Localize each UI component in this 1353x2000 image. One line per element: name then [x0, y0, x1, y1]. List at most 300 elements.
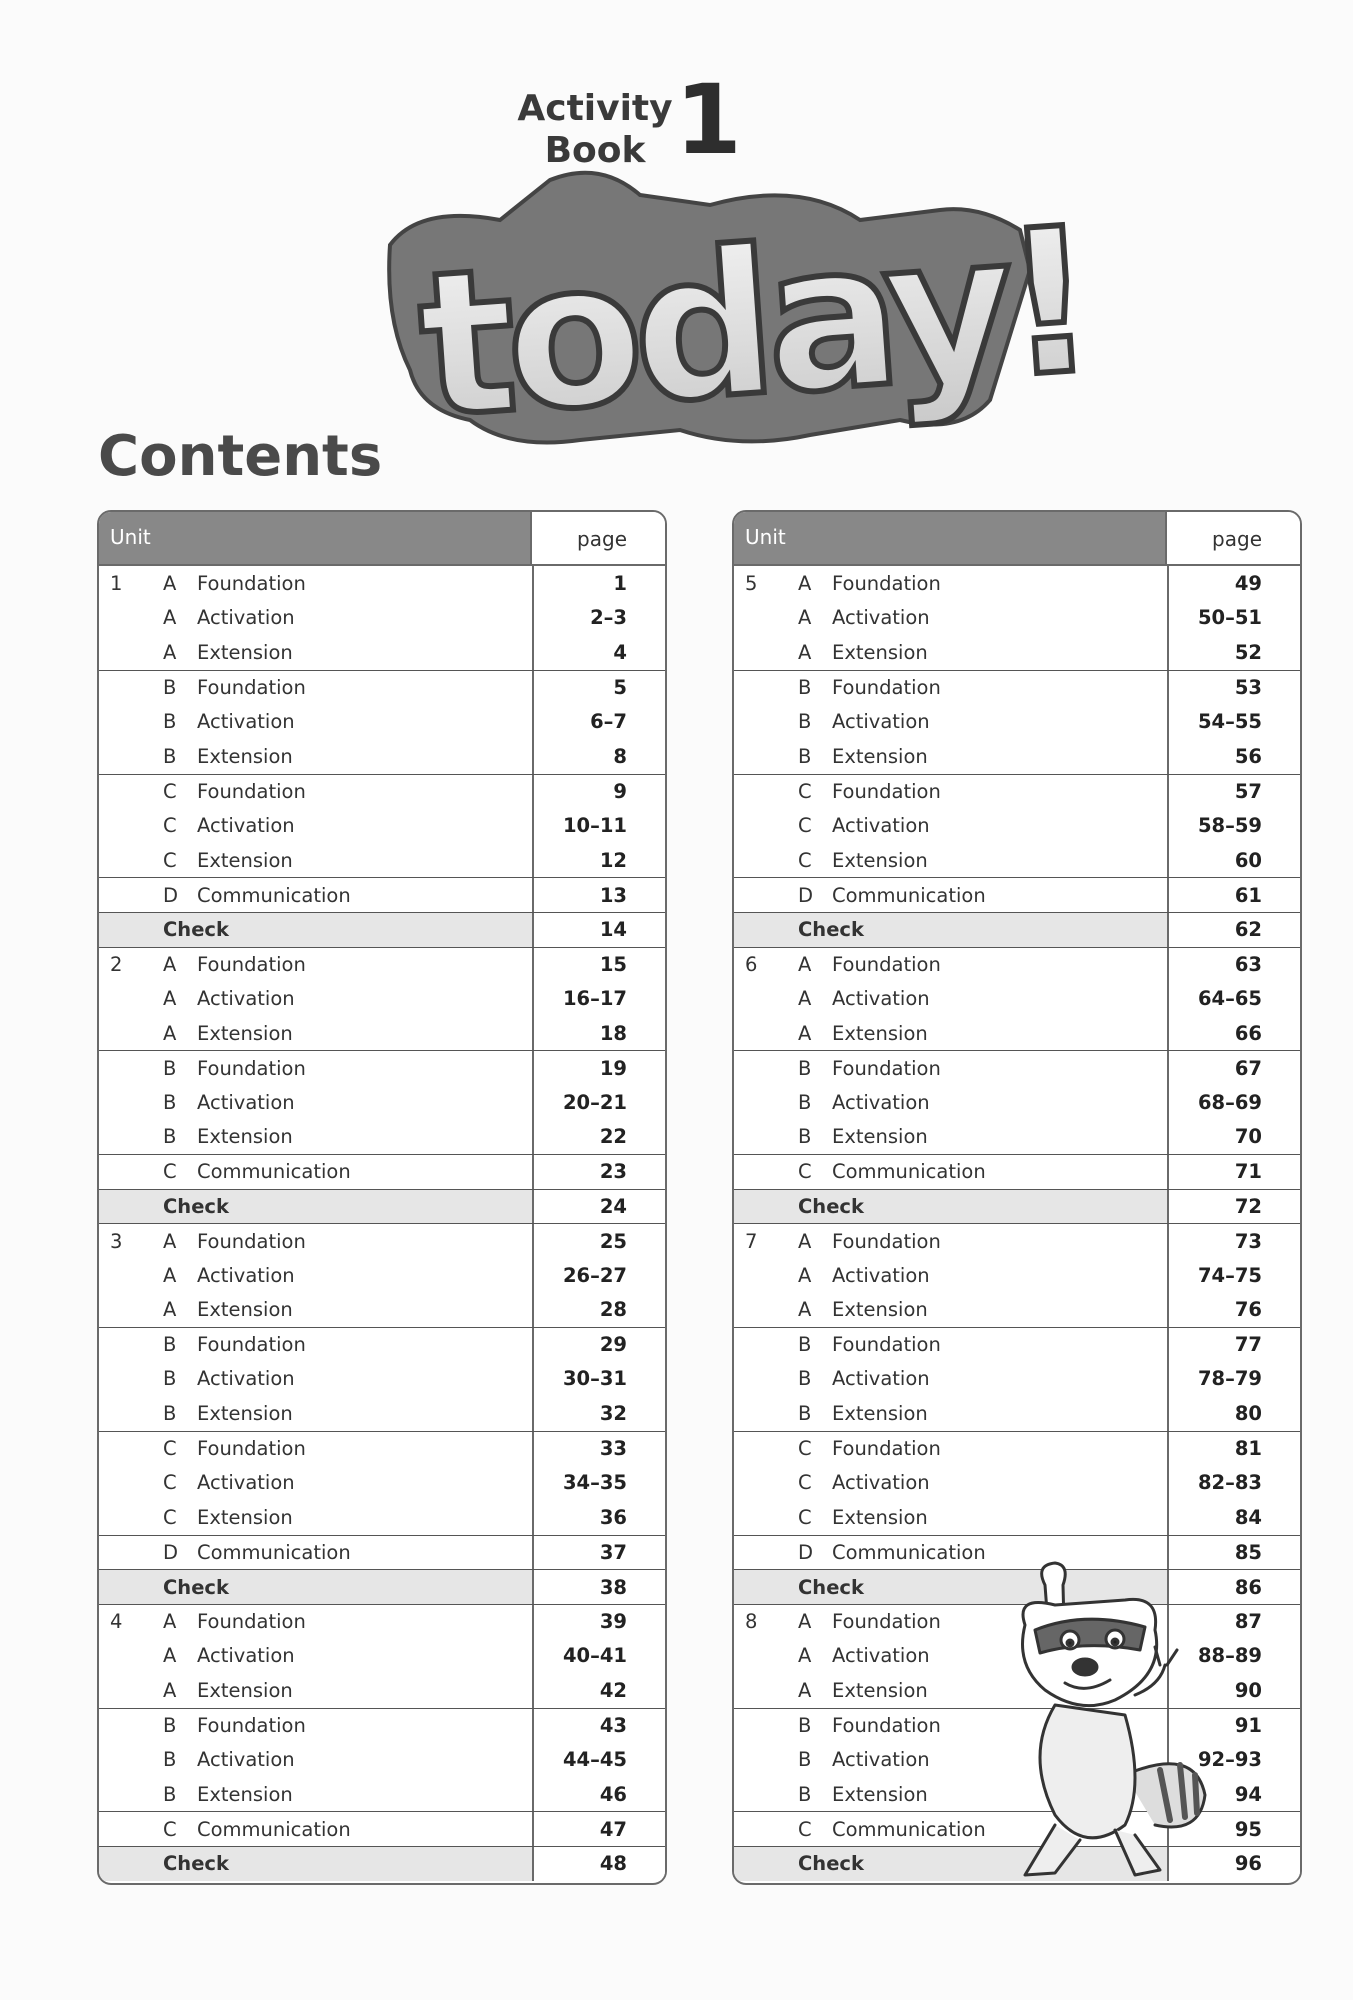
table-row	[734, 635, 1300, 670]
lesson-letter: B	[798, 1367, 812, 1391]
lesson-name: Extension	[197, 1298, 293, 1322]
page-number: 14	[532, 913, 665, 947]
table-row	[99, 808, 665, 843]
lesson-name: Foundation	[832, 779, 941, 803]
table-row	[99, 1258, 665, 1293]
table-row	[99, 704, 665, 739]
lesson-name: Activation	[832, 986, 930, 1010]
lesson-name: Activation	[197, 1747, 295, 1771]
page-number: 39	[532, 1605, 665, 1639]
lesson-letter: A	[163, 952, 177, 976]
lesson-letter: A	[163, 1263, 177, 1287]
table-row	[734, 1120, 1300, 1155]
lesson-letter: A	[798, 986, 812, 1010]
page-number: 86	[1167, 1570, 1300, 1604]
unit-number: 8	[745, 1610, 758, 1634]
page-number: 13	[532, 878, 665, 912]
unit-header: Unit	[734, 512, 1167, 564]
mascot-body	[1040, 1705, 1135, 1838]
lesson-letter: A	[163, 1298, 177, 1322]
lesson-letter: C	[163, 1817, 177, 1841]
page-number: 61	[1167, 878, 1300, 912]
lesson-letter: A	[798, 606, 812, 630]
page-number: 78–79	[1167, 1362, 1300, 1397]
lesson-letter: B	[163, 1125, 177, 1149]
lesson-name: Extension	[197, 744, 293, 768]
page-number: 81	[1167, 1432, 1300, 1466]
page-number: 76	[1167, 1292, 1300, 1327]
table-row	[734, 1050, 1300, 1085]
lesson-name: Activation	[832, 1644, 930, 1668]
page-number: 18	[532, 1016, 665, 1051]
page-number: 20–21	[532, 1085, 665, 1120]
lesson-name: Foundation	[832, 1713, 941, 1737]
today-wordmark	[380, 150, 1080, 450]
table-row	[99, 1154, 665, 1189]
page-number: 6–7	[532, 704, 665, 739]
lesson-letter: A	[163, 1678, 177, 1702]
lesson-letter: B	[163, 1367, 177, 1391]
raccoon-mascot-illustration	[985, 1555, 1235, 1885]
check-label: Check	[798, 918, 864, 942]
table-row	[99, 1500, 665, 1535]
lesson-name: Activation	[197, 986, 295, 1010]
table-row	[99, 1327, 665, 1362]
page-number: 19	[532, 1051, 665, 1085]
lesson-letter: B	[163, 710, 177, 734]
page-number: 72	[1167, 1190, 1300, 1224]
table-row	[99, 1465, 665, 1500]
lesson-letter: B	[163, 1056, 177, 1080]
check-row	[99, 1569, 665, 1604]
lesson-letter: A	[163, 1229, 177, 1253]
lesson-letter: D	[798, 1540, 814, 1564]
lesson-name: Foundation	[197, 779, 306, 803]
page-number: 50–51	[1167, 601, 1300, 636]
lesson-name: Foundation	[832, 1610, 941, 1634]
lesson-letter: B	[798, 1090, 812, 1114]
table-row	[734, 566, 1300, 601]
table-row	[734, 1292, 1300, 1327]
page-number: 88–89	[1167, 1638, 1300, 1673]
check-label: Check	[163, 918, 229, 942]
table-row	[99, 947, 665, 982]
table-row	[99, 635, 665, 670]
lesson-name: Extension	[832, 1298, 928, 1322]
page-number: 9	[532, 775, 665, 809]
lesson-letter: A	[798, 952, 812, 976]
check-label: Check	[798, 1852, 864, 1876]
table-header	[734, 512, 1300, 566]
table-row	[99, 1223, 665, 1258]
table-row	[99, 1708, 665, 1743]
page-number: 1	[532, 566, 665, 601]
page-number: 16–17	[532, 981, 665, 1016]
check-label: Check	[163, 1852, 229, 1876]
lesson-name: Communication	[832, 1160, 986, 1184]
page-number: 62	[1167, 913, 1300, 947]
table-row	[99, 1050, 665, 1085]
page-number: 63	[1167, 948, 1300, 982]
page-number: 87	[1167, 1605, 1300, 1639]
page-number: 48	[532, 1847, 665, 1881]
page-number: 10–11	[532, 808, 665, 843]
table-row	[99, 1604, 665, 1639]
lesson-name: Foundation	[197, 1610, 306, 1634]
lesson-letter: C	[798, 779, 812, 803]
unit-number: 7	[745, 1229, 758, 1253]
lesson-name: Communication	[197, 883, 351, 907]
lesson-letter: B	[798, 1747, 812, 1771]
lesson-name: Foundation	[832, 1229, 941, 1253]
page-number: 37	[532, 1536, 665, 1570]
table-row	[99, 981, 665, 1016]
table-body	[99, 566, 665, 1881]
page-number: 2–3	[532, 601, 665, 636]
page-number: 64–65	[1167, 981, 1300, 1016]
lesson-name: Foundation	[832, 676, 941, 700]
lesson-letter: B	[798, 1782, 812, 1806]
table-row	[734, 1016, 1300, 1051]
book-label: Book	[544, 130, 646, 171]
table-row	[734, 1465, 1300, 1500]
page-number: 30–31	[532, 1362, 665, 1397]
table-row	[99, 843, 665, 878]
page-number: 8	[532, 739, 665, 774]
lesson-letter: A	[798, 1610, 812, 1634]
check-row	[734, 1189, 1300, 1224]
lesson-name: Extension	[197, 640, 293, 664]
table-row	[734, 877, 1300, 912]
unit-number: 1	[110, 571, 123, 595]
table-row	[734, 1431, 1300, 1466]
lesson-letter: B	[163, 1333, 177, 1357]
lesson-name: Foundation	[197, 1713, 306, 1737]
wordmark-text: today!	[412, 184, 1080, 450]
table-row	[99, 1673, 665, 1708]
page-number: 38	[532, 1570, 665, 1604]
page-number: 58–59	[1167, 808, 1300, 843]
lesson-name: Activation	[197, 1471, 295, 1495]
lesson-name: Activation	[832, 1747, 930, 1771]
activity-label: Activity	[517, 88, 673, 129]
page-number: 52	[1167, 635, 1300, 670]
page-number: 96	[1167, 1847, 1300, 1881]
lesson-name: Activation	[197, 1367, 295, 1391]
check-label: Check	[163, 1194, 229, 1218]
page-number: 42	[532, 1673, 665, 1708]
lesson-letter: B	[163, 1713, 177, 1737]
lesson-letter: C	[798, 1817, 812, 1841]
lesson-letter: A	[798, 1644, 812, 1668]
lesson-letter: A	[798, 1298, 812, 1322]
page-number: 84	[1167, 1500, 1300, 1535]
lesson-letter: A	[798, 1263, 812, 1287]
unit-number: 2	[110, 952, 123, 976]
lesson-letter: B	[798, 710, 812, 734]
check-row	[734, 912, 1300, 947]
lesson-name: Extension	[197, 1505, 293, 1529]
lesson-letter: B	[798, 1713, 812, 1737]
lesson-name: Foundation	[832, 1437, 941, 1461]
table-row	[99, 670, 665, 705]
page-number: 90	[1167, 1673, 1300, 1708]
page-number: 71	[1167, 1155, 1300, 1189]
lesson-letter: D	[163, 1540, 179, 1564]
page-number: 67	[1167, 1051, 1300, 1085]
table-row	[99, 601, 665, 636]
check-label: Check	[798, 1194, 864, 1218]
check-row	[99, 1189, 665, 1224]
lesson-letter: B	[798, 1333, 812, 1357]
unit-number: 4	[110, 1610, 123, 1634]
lesson-letter: C	[798, 848, 812, 872]
lesson-letter: B	[798, 1125, 812, 1149]
page-number: 46	[532, 1777, 665, 1812]
lesson-letter: B	[163, 744, 177, 768]
lesson-letter: B	[163, 1402, 177, 1426]
page-number: 29	[532, 1328, 665, 1362]
lesson-letter: C	[798, 813, 812, 837]
lesson-name: Communication	[197, 1817, 351, 1841]
table-row	[734, 670, 1300, 705]
unit-number: 3	[110, 1229, 123, 1253]
lesson-letter: C	[163, 779, 177, 803]
lesson-name: Extension	[832, 640, 928, 664]
lesson-letter: C	[798, 1471, 812, 1495]
table-row	[734, 601, 1300, 636]
lesson-name: Activation	[832, 1263, 930, 1287]
table-row	[734, 1500, 1300, 1535]
table-row	[734, 774, 1300, 809]
page-number: 25	[532, 1224, 665, 1258]
lesson-name: Activation	[832, 606, 930, 630]
lesson-name: Extension	[832, 744, 928, 768]
lesson-name: Activation	[197, 1263, 295, 1287]
lesson-name: Activation	[197, 710, 295, 734]
lesson-letter: A	[163, 606, 177, 630]
page-number: 56	[1167, 739, 1300, 774]
lesson-letter: A	[163, 1610, 177, 1634]
lesson-name: Communication	[832, 1540, 986, 1564]
lesson-letter: C	[163, 848, 177, 872]
lesson-letter: A	[163, 571, 177, 595]
lesson-name: Extension	[197, 1402, 293, 1426]
lesson-letter: A	[798, 571, 812, 595]
table-row	[99, 1016, 665, 1051]
lesson-name: Extension	[197, 1021, 293, 1045]
lesson-letter: A	[798, 640, 812, 664]
lesson-letter: C	[163, 1505, 177, 1529]
table-row	[734, 981, 1300, 1016]
table-row	[734, 1085, 1300, 1120]
lesson-name: Foundation	[197, 1056, 306, 1080]
table-row	[99, 1085, 665, 1120]
lesson-name: Activation	[832, 1367, 930, 1391]
table-row	[734, 739, 1300, 774]
table-row	[99, 1535, 665, 1570]
page-number: 77	[1167, 1328, 1300, 1362]
lesson-letter: C	[163, 1471, 177, 1495]
lesson-letter: C	[798, 1505, 812, 1529]
page-number: 47	[532, 1812, 665, 1846]
lesson-name: Foundation	[832, 952, 941, 976]
book-logo	[360, 64, 1080, 450]
lesson-letter: A	[163, 640, 177, 664]
lesson-letter: A	[163, 1644, 177, 1668]
contents-title: Contents	[98, 424, 383, 489]
page-number: 44–45	[532, 1742, 665, 1777]
check-label: Check	[163, 1575, 229, 1599]
page-number: 80	[1167, 1396, 1300, 1431]
lesson-name: Activation	[832, 813, 930, 837]
lesson-name: Extension	[832, 1402, 928, 1426]
lesson-letter: B	[163, 676, 177, 700]
lesson-letter: B	[798, 744, 812, 768]
page-header: page	[1167, 512, 1300, 564]
lesson-name: Extension	[832, 848, 928, 872]
lesson-name: Foundation	[197, 952, 306, 976]
lesson-name: Activation	[197, 813, 295, 837]
check-row	[99, 1846, 665, 1881]
page-number: 82–83	[1167, 1465, 1300, 1500]
table-row	[99, 1120, 665, 1155]
page-number: 12	[532, 843, 665, 878]
lesson-letter: B	[798, 676, 812, 700]
page-header: page	[532, 512, 665, 564]
contents-table-left	[97, 510, 667, 1885]
page-number: 92–93	[1167, 1742, 1300, 1777]
page-number: 66	[1167, 1016, 1300, 1051]
lesson-letter: B	[798, 1402, 812, 1426]
page-number: 26–27	[532, 1258, 665, 1293]
table-row	[99, 1431, 665, 1466]
lesson-letter: A	[798, 1678, 812, 1702]
lesson-letter: B	[163, 1782, 177, 1806]
lesson-letter: B	[798, 1056, 812, 1080]
lesson-name: Extension	[197, 1125, 293, 1149]
table-row	[99, 1811, 665, 1846]
lesson-name: Foundation	[197, 1229, 306, 1253]
lesson-letter: B	[163, 1090, 177, 1114]
table-row	[734, 704, 1300, 739]
page-number: 5	[532, 671, 665, 705]
lesson-name: Foundation	[197, 1333, 306, 1357]
lesson-name: Extension	[832, 1021, 928, 1045]
table-row	[734, 1362, 1300, 1397]
lesson-name: Activation	[832, 710, 930, 734]
lesson-name: Extension	[197, 848, 293, 872]
page-number: 68–69	[1167, 1085, 1300, 1120]
lesson-letter: C	[798, 1160, 812, 1184]
table-row	[734, 808, 1300, 843]
page-number: 23	[532, 1155, 665, 1189]
table-row	[99, 566, 665, 601]
table-row	[99, 1396, 665, 1431]
page-number: 53	[1167, 671, 1300, 705]
page-number: 73	[1167, 1224, 1300, 1258]
lesson-name: Foundation	[832, 571, 941, 595]
page-number: 43	[532, 1709, 665, 1743]
lesson-name: Foundation	[197, 571, 306, 595]
lesson-name: Foundation	[832, 1056, 941, 1080]
lesson-letter: A	[163, 986, 177, 1010]
lesson-name: Extension	[832, 1678, 928, 1702]
table-row	[99, 774, 665, 809]
lesson-name: Activation	[197, 1644, 295, 1668]
table-row	[99, 1638, 665, 1673]
table-row	[99, 739, 665, 774]
lesson-letter: A	[798, 1021, 812, 1045]
lesson-name: Activation	[197, 606, 295, 630]
page-number: 15	[532, 948, 665, 982]
page-number: 4	[532, 635, 665, 670]
lesson-letter: B	[163, 1747, 177, 1771]
page-number: 85	[1167, 1536, 1300, 1570]
page-number: 70	[1167, 1120, 1300, 1155]
page-number: 28	[532, 1292, 665, 1327]
table-row	[734, 1327, 1300, 1362]
page-number: 49	[1167, 566, 1300, 601]
page-number: 40–41	[532, 1638, 665, 1673]
page-number: 94	[1167, 1777, 1300, 1812]
lesson-letter: C	[163, 1160, 177, 1184]
page-number: 22	[532, 1120, 665, 1155]
table-row	[99, 1742, 665, 1777]
page-number: 33	[532, 1432, 665, 1466]
check-label: Check	[798, 1575, 864, 1599]
lesson-name: Extension	[197, 1782, 293, 1806]
lesson-name: Foundation	[832, 1333, 941, 1357]
table-row	[734, 1396, 1300, 1431]
table-row	[734, 843, 1300, 878]
lesson-name: Activation	[197, 1090, 295, 1114]
table-row	[99, 1292, 665, 1327]
page-number: 60	[1167, 843, 1300, 878]
lesson-letter: D	[798, 883, 814, 907]
lesson-letter: A	[163, 1021, 177, 1045]
lesson-name: Activation	[832, 1090, 930, 1114]
lesson-name: Communication	[832, 883, 986, 907]
table-row	[734, 1154, 1300, 1189]
table-row	[734, 947, 1300, 982]
lesson-name: Communication	[197, 1160, 351, 1184]
table-header	[99, 512, 665, 566]
lesson-name: Communication	[197, 1540, 351, 1564]
page-number: 34–35	[532, 1465, 665, 1500]
page-number: 57	[1167, 775, 1300, 809]
page-number: 24	[532, 1190, 665, 1224]
check-row	[99, 912, 665, 947]
table-row	[99, 1777, 665, 1812]
lesson-name: Extension	[832, 1782, 928, 1806]
unit-number: 5	[745, 571, 758, 595]
lesson-name: Communication	[832, 1817, 986, 1841]
unit-header: Unit	[99, 512, 532, 564]
lesson-name: Activation	[832, 1471, 930, 1495]
lesson-letter: D	[163, 883, 179, 907]
lesson-name: Foundation	[197, 676, 306, 700]
lesson-letter: C	[163, 1437, 177, 1461]
lesson-name: Extension	[832, 1505, 928, 1529]
page-number: 74–75	[1167, 1258, 1300, 1293]
table-row	[99, 877, 665, 912]
lesson-name: Extension	[197, 1678, 293, 1702]
book-number: 1	[675, 64, 742, 176]
page-number: 54–55	[1167, 704, 1300, 739]
page-number: 95	[1167, 1812, 1300, 1846]
page-number: 36	[532, 1500, 665, 1535]
